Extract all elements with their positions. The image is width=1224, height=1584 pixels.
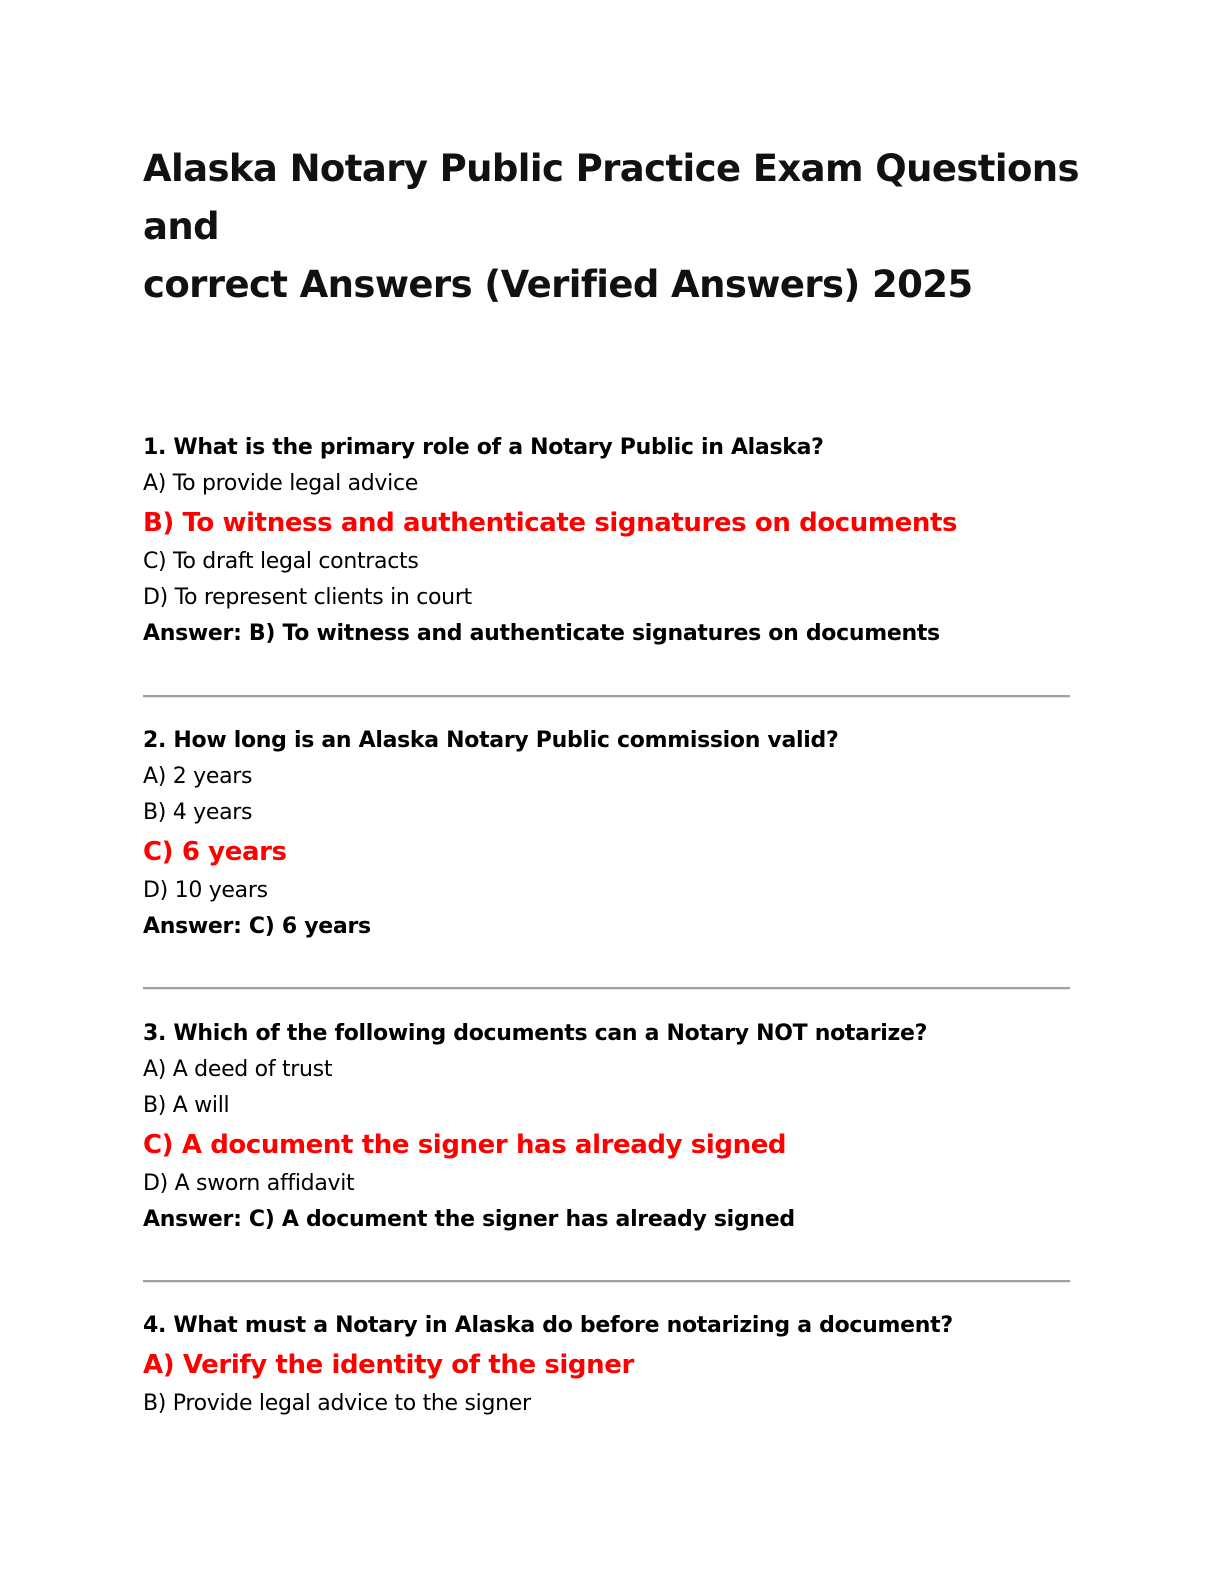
- title-line-2: correct Answers (Verified Answers) 2025: [143, 263, 973, 306]
- answer-line: Answer: C) A document the signer has already signed: [143, 1207, 795, 1232]
- question-divider: [143, 1280, 1070, 1283]
- question-3: [143, 1016, 1083, 1238]
- question-text: 4. What must a Notary in Alaska do before notarizing a document?: [143, 1313, 953, 1338]
- option-d: D) A sworn affidavit: [143, 1171, 355, 1196]
- option-c-correct: C) 6 years: [143, 837, 287, 867]
- option-b: B) Provide legal advice to the signer: [143, 1391, 531, 1416]
- option-a: A) To provide legal advice: [143, 471, 418, 496]
- option-c: C) To draft legal contracts: [143, 549, 419, 574]
- title-line-1: Alaska Notary Public Practice Exam Questions and: [143, 147, 1079, 248]
- question-divider: [143, 695, 1070, 698]
- option-d: D) To represent clients in court: [143, 585, 472, 610]
- option-d: D) 10 years: [143, 878, 268, 903]
- option-a-correct: A) Verify the identity of the signer: [143, 1350, 634, 1380]
- option-b: B) 4 years: [143, 800, 253, 825]
- answer-line: Answer: B) To witness and authenticate signatures on documents: [143, 621, 940, 646]
- question-text: 1. What is the primary role of a Notary Public in Alaska?: [143, 435, 824, 460]
- option-b-correct: B) To witness and authenticate signatures on documents: [143, 508, 958, 538]
- option-a: A) A deed of trust: [143, 1057, 333, 1082]
- answer-line: Answer: C) 6 years: [143, 914, 371, 939]
- option-a: A) 2 years: [143, 764, 253, 789]
- question-text: 3. Which of the following documents can a Notary NOT notarize?: [143, 1021, 928, 1046]
- question-1: [143, 430, 1083, 652]
- document-title: [143, 140, 1083, 314]
- question-2: [143, 723, 1083, 945]
- option-b: B) A will: [143, 1093, 230, 1118]
- question-divider: [143, 987, 1070, 990]
- option-c-correct: C) A document the signer has already signed: [143, 1130, 787, 1160]
- question-text: 2. How long is an Alaska Notary Public commission valid?: [143, 728, 839, 753]
- question-4: [143, 1308, 1083, 1422]
